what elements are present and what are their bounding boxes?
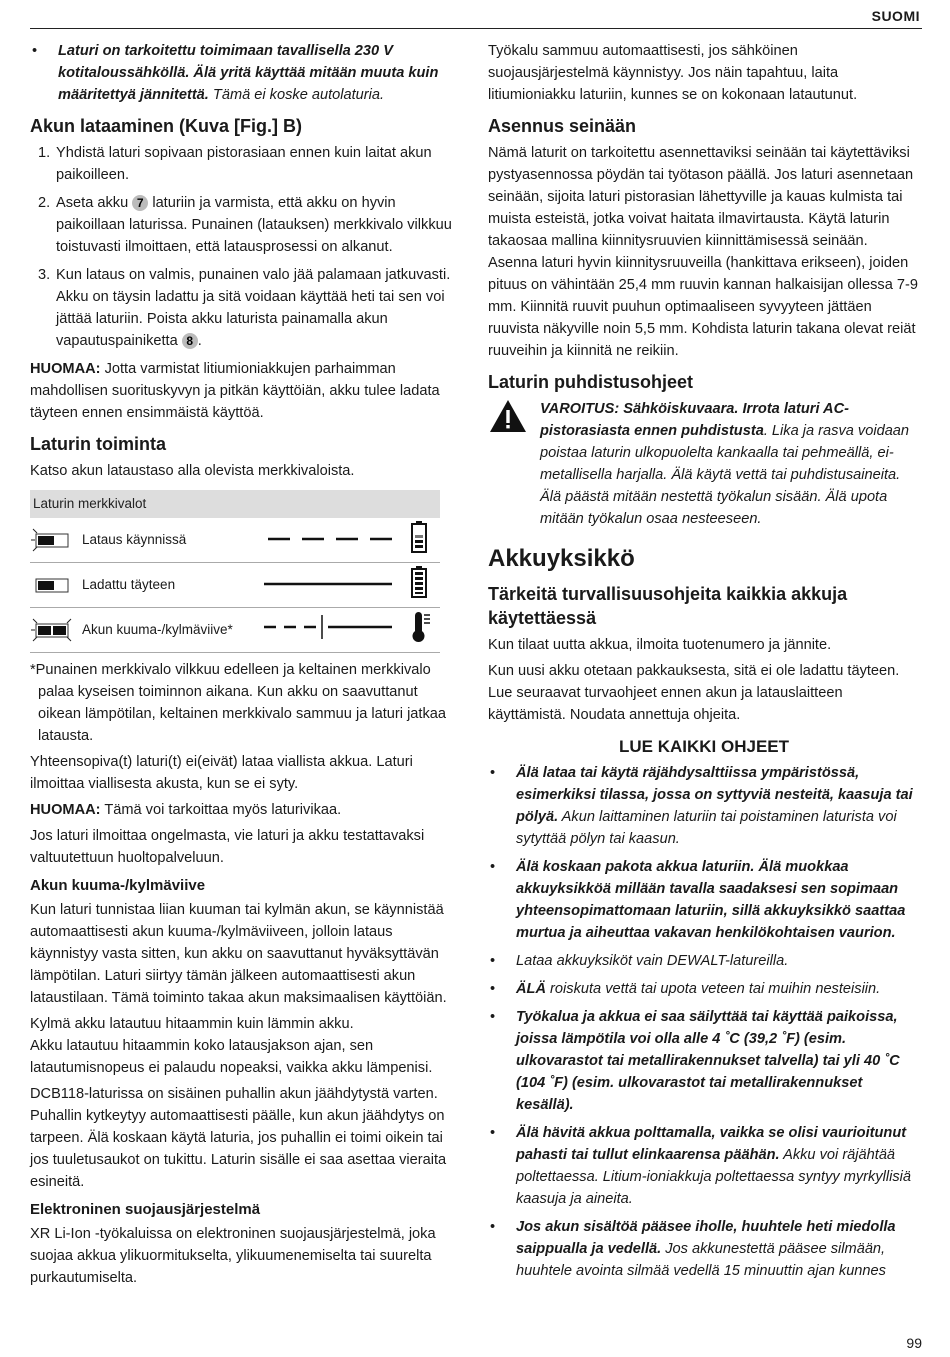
charging-title: Akun lataaminen (Kuva [Fig.] B) [30,116,303,136]
list-item: • Laturi on tarkoitettu toimimaan tavallisella 230 V kotitaloussähköllä. Älä yritä käyttää mitään muuta kuin määritettyä jännitettä. Tämä ei koske autolaturia. [30,40,462,106]
table-header: Laturin merkkivalot [30,490,440,518]
footnote: *Punainen merkkivalo vilkkuu edelleen ja keltainen merkkivalo palaa kyseisen toiminnon aikana. Kun akku on saavuttanut oikean lämpötilan, keltainen merkkivalo sammuu ja laturi jatkaa latausta. [30,662,447,744]
table-row [30,518,440,563]
operation-title: Laturin toiminta [30,434,166,454]
operation-text: Katso akun lataustaso alla olevista merkkivaloista. [30,463,355,479]
list-item: 3. Kun lataus on valmis, punainen valo jää palamaan jatkuvasti. Akku on täysin ladattu ja sitä voidaan käyttää heti tai sen voi jättää laturiin. Poista akku laturista painamalla akun vapautuspainiketta 8 . [38,267,451,349]
hotcold-paragraph: DCB118-laturissa on sisäinen puhallin akun jäähdytystä varten. Puhallin kytkeytyy automaattisesti päälle, kun akun jäähdytys on tarpeen. Älä koskaan käytä laturia, jos puhallin ei toimi oikein tai jos tuuletusaukot on tukittu. Laturin sisälle ei saa asettaa vieraita esineitä. [30,1086,447,1190]
solid-led-icon [30,570,82,600]
hotcold-paragraph: Kylmä akku latautuu hitaammin kuin lämmin akku. [30,1016,354,1032]
hotcold-paragraph: Kun laturi tunnistaa liian kuuman tai kylmän akun, se käynnistää automaattisesti akun kuuma-/kylmäviiveen, jolloin lataus käynnistyy vasta sitten, kun akku on saavuttanut hyväksyttävän lämpötilan. Laturi siirtyy tämän jälkeen automaattisesti akun lataustilaan. Tämä toiminto takaa akun maksimaalisen käyttöiän. [30,902,447,1006]
indicator-label: Ladattu täyteen [82,577,176,592]
note-paragraph: HUOMAA: Jotta varmistat litiumioniakkujen parhaimman mahdollisen suorituskyvyn ja pitkän käyttöiän, akku tulee ladata täyteen ennen ensimmäistä käyttöä. [30,361,440,421]
intro-bullet-list [30,40,462,106]
table-row [30,608,440,653]
safety-bullets [488,762,920,1282]
header-rule [30,28,922,29]
new-battery-text: Kun uusi akku otetaan pakkauksesta, sitä ei ole ladattu täyteen. Lue seuraavat turvaohjeet ennen akun ja latauslaitteen käyttämistä. Noudata annettuja ohjeita. [488,663,900,723]
page-number: 99 [906,1335,922,1351]
wall-title: Asennus seinään [488,116,637,136]
protection-title: Elektroninen suojausjärjestelmä [30,1201,261,1218]
callout-badge: 7 [132,195,148,211]
order-text: Kun tilaat uutta akkua, ilmoita tuotenumero ja jännite. [488,637,832,653]
wall-text: Nämä laturit on tarkoitettu asennettaviksi seinään tai käytettäviksi pystyasennossa pöydän tai työtason päällä. Jos laturi asennetaan seinään, sijoita laturi pistorasian lähettyville ja kauas kulmista tai muista esteistä, jotka voivat haitata ilmavirtausta. Käytä laturin takaosaa mallina kiinnitysruuvien kiinnittämisessä seinään. Asenna laturi hyvin kiinnitysruuveilla (hankittava erikseen), joiden pituus on vähintään 25,4 mm ruuvin kannan halkaisijan ollessa 7-9 mm. Kiinnitä ruuvit puuhun optimaaliseen syvyyteen jättäen ruuvista näkyville noin 5,5 mm. Kohdista laturin takana olevat reiät ruuveihin ja kiinnitä ne reikiin. [488,145,918,359]
battery-charging-icon [410,520,438,561]
left-column [30,40,462,1293]
hotcold-paragraph: Akku latautuu hitaammin koko latausjakson ajan, sen latautumisnopeus ei palaudu nopeaksi, vaikka akku lämpenisi. [30,1038,433,1076]
list-item: • Jos akun sisältöä pääsee iholle, huuhtele heti miedolla saippualla ja vedellä. Jos akkunestettä pääsee silmään, huuhtele avointa silmää vedellä 15 minuuttin ajan kunnes [488,1216,920,1282]
safety-title: Tärkeitä turvallisuusohjeita kaikkia akkuja käytettäessä [488,584,848,628]
list-item: • Työkalua ja akkua ei saa säilyttää tai käyttää paikoissa, joissa lämpötila voi olla alle 4 ˚C (39,2 ˚F) (esim. ulkovarastot tai metallirakennukset talvella) tai yli 40 ˚C (104 ˚F) (esim. ulkovarastot tai metallirakennukset kesällä). [488,1006,920,1116]
list-item: 1. Yhdistä laturi sopivaan pistorasiaan ennen kuin laitat akun paikoilleen. [38,145,432,183]
delay-pattern-icon [260,612,410,649]
charging-steps [30,142,462,352]
hotcold-title: Akun kuuma-/kylmäviive [30,877,206,894]
read-all-heading: LUE KAIKKI OHJEET [618,737,790,756]
compat-text: Yhteensopiva(t) laturi(t) ei(eivät) lataa viallista akkua. Laturi ilmoittaa viallisesta akusta, kun se ei syty. [30,754,413,792]
service-text: Jos laturi ilmoittaa ongelmasta, vie laturi ja akku testattavaksi valtuutettuun huoltopalveluun. [30,828,425,866]
list-item: • Älä koskaan pakota akkua laturiin. Älä muokkaa akkuyksikköä millään tavalla saadaksesi sen sopimaan yhteensopimattomaan laturiin, sillä akkuyksikkö saattaa murtua ja aiheuttaa vakavan henkilökohtaisen vaurion. [488,856,920,944]
cleaning-title: Laturin puhdistusohjeet [488,372,693,392]
double-led-icon [30,615,82,645]
warning-text: VAROITUS: Sähköiskuvaara. Irrota laturi AC-pistorasiasta ennen puhdistusta. Lika ja rasva voidaan poistaa laturin ulkopuolelta kankaalla tai pehmeällä, ei- metallisella harjalla. Älä käytä vettä tai puhdistusaineita. Älä päästä mitään nestettä työkalun sisään. Älä upota mitään työkalun osaa nesteeseen. [540,401,910,527]
blink-pattern-icon [260,529,410,551]
list-item: • Lataa akkuyksiköt vain DEWALT-latureilla. [488,950,920,972]
list-item: • Älä hävitä akkua polttamalla, vaikka se olisi vaurioitunut pahasti tai tullut elinkaarensa päähän. Akku voi räjähtää poltettaessa. Litium-ioniakkuja poltettaessa syntyy myrkyllisiä kaasuja ja aineita. [488,1122,920,1210]
protection-text: XR Li-Ion -työkaluissa on elektroninen suojausjärjestelmä, joka suojaa akkua ylikuormitukselta, ylikuumenemiselta tai suurelta purkautumiselta. [30,1226,436,1286]
indicator-label: Lataus käynnissä [82,532,187,547]
table-row [30,563,440,608]
warning-block [488,398,920,530]
language-label: SUOMI [871,8,920,24]
thermometer-icon [410,610,438,651]
top-text: Työkalu sammuu automaattisesti, jos sähköinen suojausjärjestelmä käynnistyy. Jos näin tapahtuu, laita litiumioniakku laturiin, kunnes se on kokonaan latautunut. [488,43,858,103]
blinking-led-icon [30,525,82,555]
note-paragraph: HUOMAA: Tämä voi tarkoittaa myös laturivikaa. [30,802,342,818]
list-item: • ÄLÄ roiskuta vettä tai upota veteen tai muihin nesteisiin. [488,978,920,1000]
right-column [488,40,920,1288]
warning-icon [488,398,540,530]
callout-badge: 8 [182,333,198,349]
battery-title: Akkuyksikkö [488,545,635,572]
list-item: 2. Aseta akku 7 laturiin ja varmista, että akku on hyvin paikoillaan laturissa. Punainen (latauksen) merkkivalo vilkkuu toistuvasti ilmoittaen, että latausprosessi on alkanut. [38,195,452,255]
indicator-label: Akun kuuma-/kylmäviive* [82,622,233,637]
solid-pattern-icon [260,574,410,596]
list-item: • Älä lataa tai käytä räjähdysalttiissa ympäristössä, esimerkiksi tilassa, jossa on syttyviä nesteitä, kaasuja tai pölyä. Akun laittaminen laturiin tai poistaminen laturista voi sytyttää pölyn tai kaasun. [488,762,920,850]
indicator-table [30,490,440,653]
battery-full-icon [410,565,438,606]
